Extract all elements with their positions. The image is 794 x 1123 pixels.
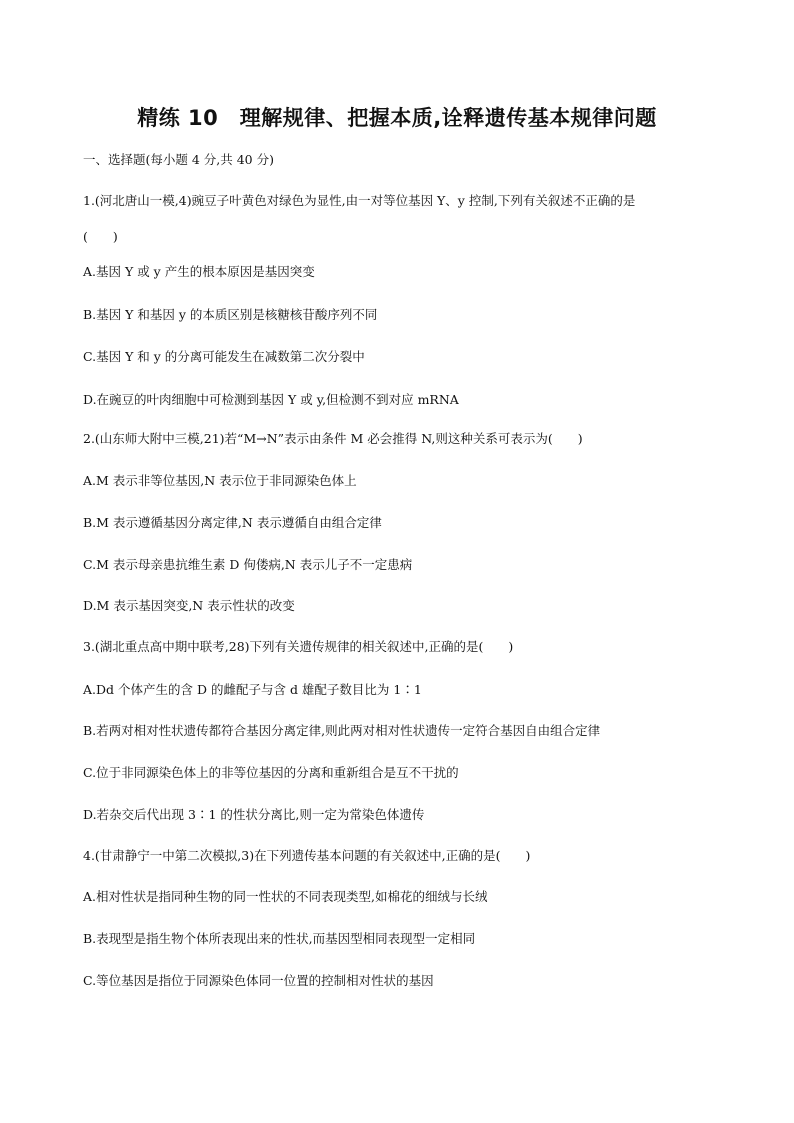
section-heading: 一、选择题(每小题 4 分,共 40 分) [83, 152, 274, 167]
answer-option: A.相对性状是指同种生物的同一性状的不同表现类型,如棉花的细绒与长绒 [83, 889, 488, 904]
answer-option: A.M 表示非等位基因,N 表示位于非同源染色体上 [83, 473, 357, 488]
answer-option: C.基因 Y 和 y 的分离可能发生在减数第二次分裂中 [83, 349, 365, 364]
answer-option: A.基因 Y 或 y 产生的根本原因是基因突变 [83, 264, 315, 279]
answer-option: A.Dd 个体产生的含 D 的雌配子与含 d 雄配子数目比为 1∶1 [83, 682, 422, 697]
question-stem: 2.(山东师大附中三模,21)若“M→N”表示由条件 M 必会推得 N,则这种关系可表示为( ) [83, 431, 583, 446]
question-stem: 4.(甘肃静宁一中第二次模拟,3)在下列遗传基本问题的有关叙述中,正确的是( ) [83, 848, 531, 863]
question-stem-continued: ( ) [83, 229, 118, 244]
answer-option: B.若两对相对性状遗传都符合基因分离定律,则此两对相对性状遗传一定符合基因自由组合定律 [83, 723, 601, 738]
answer-option: C.位于非同源染色体上的非等位基因的分离和重新组合是互不干扰的 [83, 765, 459, 780]
answer-option: D.若杂交后代出现 3∶1 的性状分离比,则一定为常染色体遗传 [83, 807, 425, 822]
question-stem: 3.(湖北重点高中期中联考,28)下列有关遗传规律的相关叙述中,正确的是( ) [83, 639, 514, 654]
answer-option: D.M 表示基因突变,N 表示性状的改变 [83, 598, 295, 613]
answer-option: B.表现型是指生物个体所表现出来的性状,而基因型相同表现型一定相同 [83, 931, 476, 946]
question-stem: 1.(河北唐山一模,4)豌豆子叶黄色对绿色为显性,由一对等位基因 Y、y 控制,下列有关叙述不正确的是 [83, 193, 636, 208]
answer-option: B.M 表示遵循基因分离定律,N 表示遵循自由组合定律 [83, 515, 382, 530]
answer-option: B.基因 Y 和基因 y 的本质区别是核糖核苷酸序列不同 [83, 307, 378, 322]
page-title: 精练 10 理解规律、把握本质,诠释遗传基本规律问题 [137, 106, 657, 130]
answer-option: C.等位基因是指位于同源染色体同一位置的控制相对性状的基因 [83, 973, 434, 988]
answer-option: D.在豌豆的叶肉细胞中可检测到基因 Y 或 y,但检测不到对应 mRNA [83, 392, 459, 407]
answer-option: C.M 表示母亲患抗维生素 D 佝偻病,N 表示儿子不一定患病 [83, 557, 413, 572]
